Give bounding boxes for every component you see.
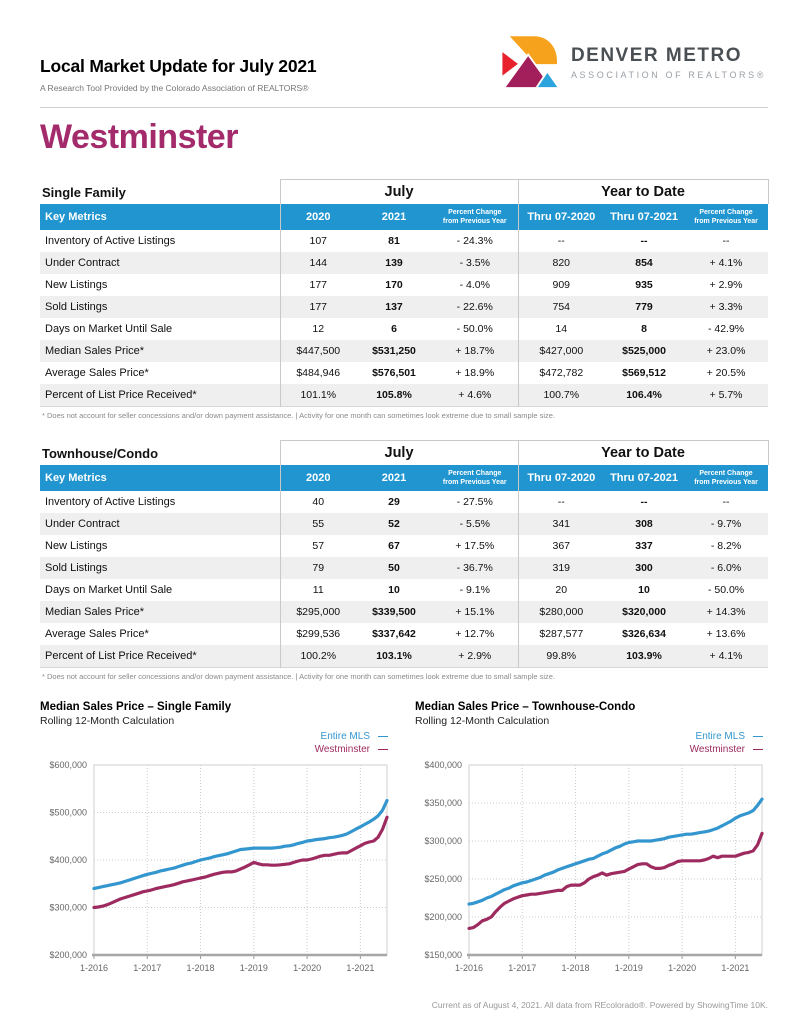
x-axis-tick-label: 1-2017 <box>133 963 162 974</box>
col-header-thru-2021: Thru 07-2021 <box>604 204 684 230</box>
pct-change-line1: Percent Change <box>699 209 753 216</box>
table-row <box>40 645 768 668</box>
table-row <box>40 362 768 384</box>
y-axis-tick-label: $400,000 <box>424 760 462 771</box>
value-july-2020: 12 <box>280 318 356 340</box>
col-header-2020: 2020 <box>280 204 356 230</box>
brand-name: DENVER METRO <box>570 44 743 66</box>
group-header-ytd: Year to Date <box>518 441 768 466</box>
table-row <box>40 601 768 623</box>
group-header-ytd: Year to Date <box>518 180 768 205</box>
metric-label: Inventory of Active Listings <box>45 235 176 248</box>
table-row <box>40 579 768 601</box>
legend-label: Westminster <box>689 744 745 756</box>
value-ytd-2020: $472,782 <box>518 362 604 384</box>
pct-change-line2: from Previous Year <box>694 218 758 226</box>
metric-label: Under Contract <box>45 518 120 531</box>
metric-label: Median Sales Price* <box>45 345 145 358</box>
value-july-2021: 139 <box>385 257 403 270</box>
charts-section <box>40 701 768 1000</box>
metric-label: Sold Listings <box>45 301 108 314</box>
value-ytd-2020: $280,000 <box>518 601 604 623</box>
legend-line-swatch: — <box>378 731 387 743</box>
value-ytd-pct-change: + 13.6% <box>706 628 746 641</box>
value-ytd-pct-change: - 50.0% <box>707 584 745 597</box>
col-header-thru-2020: Thru 07-2020 <box>518 465 604 491</box>
value-ytd-pct-change: -- <box>722 496 730 509</box>
value-july-pct-change: - 3.5% <box>459 257 490 270</box>
value-july-2021: 103.1% <box>376 650 412 663</box>
value-july-2020: 40 <box>280 491 356 513</box>
metrics-tables-section <box>40 179 768 681</box>
legend-line-swatch: — <box>753 744 762 756</box>
table-row <box>40 296 768 318</box>
x-axis-tick-label: 1-2016 <box>454 963 484 974</box>
value-july-pct-change: - 36.7% <box>456 562 493 575</box>
metric-label: Median Sales Price* <box>45 606 145 619</box>
value-july-2020: $447,500 <box>280 340 356 362</box>
value-july-2021: 52 <box>388 518 400 531</box>
value-ytd-pct-change: + 2.9% <box>709 279 743 292</box>
metrics-table-townhouse-condo <box>40 440 769 668</box>
value-ytd-pct-change: + 23.0% <box>706 345 746 358</box>
metric-label: Percent of List Price Received* <box>45 389 197 402</box>
value-july-2020: $299,536 <box>280 623 356 645</box>
brand-tagline: ASSOCIATION OF REALTORS® <box>570 69 766 80</box>
brand-block <box>499 34 766 90</box>
value-july-pct-change: + 12.7% <box>455 628 495 641</box>
col-header-pct-change-july <box>432 204 518 230</box>
col-header-2021: 2021 <box>356 204 432 230</box>
value-july-2020: 79 <box>280 557 356 579</box>
plot-border <box>469 765 762 955</box>
x-axis-tick-label: 1-2019 <box>239 963 268 974</box>
legend-label: Westminster <box>314 744 370 756</box>
metric-label: Average Sales Price* <box>45 367 149 380</box>
value-ytd-2020: 820 <box>518 252 604 274</box>
value-july-2020: 11 <box>280 579 356 601</box>
value-ytd-2020: 99.8% <box>518 645 604 668</box>
y-axis-tick-label: $300,000 <box>49 902 87 913</box>
dmar-logo-icon <box>499 34 561 90</box>
value-ytd-pct-change: - 8.2% <box>710 540 742 553</box>
value-ytd-2021: 106.4% <box>626 389 662 402</box>
value-ytd-pct-change: + 20.5% <box>706 367 746 380</box>
value-july-2020: 144 <box>280 252 356 274</box>
table-group-header-row <box>40 441 768 466</box>
header-divider <box>40 107 768 108</box>
value-ytd-2020: 367 <box>518 535 604 557</box>
legend-item <box>696 731 762 742</box>
value-july-pct-change: - 9.1% <box>459 584 490 597</box>
value-july-2020: 57 <box>280 535 356 557</box>
value-ytd-2020: 319 <box>518 557 604 579</box>
value-ytd-pct-change: + 4.1% <box>709 650 743 663</box>
value-july-2021: 50 <box>388 562 400 575</box>
value-july-2020: 177 <box>280 296 356 318</box>
legend-item <box>315 744 387 755</box>
table-row <box>40 513 768 535</box>
table-footnote: * Does not account for seller concessions and/or down payment assistance. | Activity for one month can sometimes look extreme due to small sample size. <box>42 672 556 682</box>
pct-change-line1: Percent Change <box>699 470 753 478</box>
value-ytd-2020: 909 <box>518 274 604 296</box>
value-ytd-pct-change: + 4.1% <box>709 257 743 270</box>
value-july-2021: $337,642 <box>372 628 416 641</box>
group-header-july: July <box>280 180 518 205</box>
metric-label: Days on Market Until Sale <box>45 584 173 597</box>
footer-note: Current as of August 4, 2021. All data from REcolorado®. Powered by ShowingTime 10K. <box>431 1000 768 1010</box>
metric-label: Percent of List Price Received* <box>45 650 197 663</box>
value-july-pct-change: + 18.9% <box>455 367 495 380</box>
legend-line-swatch: — <box>753 731 762 743</box>
table-row <box>40 340 768 362</box>
table-row <box>40 384 768 407</box>
table-row <box>40 623 768 645</box>
table-row <box>40 230 768 252</box>
value-july-2020: $295,000 <box>280 601 356 623</box>
x-axis-tick-label: 1-2020 <box>293 963 322 974</box>
series-line-entire-mls <box>94 801 387 889</box>
report-subtitle: A Research Tool Provided by the Colorado Association of REALTORS® <box>40 83 309 93</box>
brand-text <box>571 45 766 80</box>
col-header-2020: 2020 <box>280 465 356 491</box>
value-ytd-2021: 935 <box>635 279 653 292</box>
value-july-2020: $484,946 <box>280 362 356 384</box>
value-ytd-2020: $427,000 <box>518 340 604 362</box>
legend-item <box>690 744 762 755</box>
value-july-pct-change: + 15.1% <box>455 606 495 619</box>
x-axis-tick-label: 1-2021 <box>721 963 750 974</box>
metric-label: Average Sales Price* <box>45 628 149 641</box>
value-ytd-pct-change: - 6.0% <box>710 562 742 575</box>
chart-title: Median Sales Price – Single Family <box>40 701 232 714</box>
value-ytd-2020: $287,577 <box>518 623 604 645</box>
value-july-2021: 170 <box>385 279 403 292</box>
chart-card-townhouse-condo <box>415 701 768 1000</box>
value-ytd-2020: 20 <box>518 579 604 601</box>
y-axis-tick-label: $250,000 <box>424 874 462 885</box>
group-header-july: July <box>280 441 518 466</box>
y-axis-tick-label: $200,000 <box>49 950 87 961</box>
value-july-pct-change: + 17.5% <box>455 540 495 553</box>
y-axis-tick-label: $400,000 <box>49 855 87 866</box>
value-ytd-pct-change: + 3.3% <box>709 301 743 314</box>
value-ytd-2021: -- <box>640 235 648 248</box>
value-july-2021: $531,250 <box>372 345 416 358</box>
chart-plot <box>415 757 768 995</box>
value-july-pct-change: + 18.7% <box>455 345 495 358</box>
value-july-pct-change: - 27.5% <box>456 496 493 509</box>
chart-plot <box>40 757 393 995</box>
value-ytd-2020: -- <box>518 491 604 513</box>
value-ytd-pct-change: -- <box>722 235 730 248</box>
value-july-2020: 55 <box>280 513 356 535</box>
table-row <box>40 274 768 296</box>
key-metrics-header-row <box>40 204 768 230</box>
x-axis-tick-label: 1-2016 <box>79 963 109 974</box>
value-ytd-2021: 103.9% <box>626 650 662 663</box>
value-ytd-2021: $326,634 <box>622 628 666 641</box>
value-july-2020: 101.1% <box>280 384 356 407</box>
value-ytd-2021: $569,512 <box>622 367 666 380</box>
series-line-westminster <box>94 818 387 908</box>
y-axis-tick-label: $600,000 <box>49 760 87 771</box>
y-axis-tick-label: $200,000 <box>424 912 462 923</box>
value-ytd-2021: 779 <box>635 301 653 314</box>
value-ytd-2021: 10 <box>638 584 650 597</box>
report-header <box>40 30 768 93</box>
value-ytd-2020: 100.7% <box>518 384 604 407</box>
table-row <box>40 318 768 340</box>
y-axis-tick-label: $350,000 <box>424 798 462 809</box>
table-name: Townhouse/Condo <box>42 445 159 461</box>
value-july-2020: 107 <box>280 230 356 252</box>
key-metrics-header-row <box>40 465 768 491</box>
value-july-pct-change: - 5.5% <box>459 518 490 531</box>
metric-label: Sold Listings <box>45 562 108 575</box>
series-line-entire-mls <box>469 800 762 905</box>
value-july-pct-change: - 24.3% <box>456 235 493 248</box>
x-axis-tick-label: 1-2021 <box>346 963 375 974</box>
metric-label: New Listings <box>45 540 108 553</box>
col-header-pct-change-ytd <box>684 465 768 491</box>
y-axis-tick-label: $300,000 <box>424 836 462 847</box>
chart-subtitle: Rolling 12-Month Calculation <box>40 715 175 728</box>
value-july-pct-change: - 22.6% <box>456 301 493 314</box>
key-metrics-label: Key Metrics <box>40 465 280 491</box>
table-footnote: * Does not account for seller concessions and/or down payment assistance. | Activity for one month can sometimes look extreme due to small sample size. <box>42 411 556 421</box>
x-axis-tick-label: 1-2018 <box>561 963 590 974</box>
value-ytd-2020: 14 <box>518 318 604 340</box>
table-row <box>40 557 768 579</box>
value-july-2020: 100.2% <box>280 645 356 668</box>
value-ytd-2020: 754 <box>518 296 604 318</box>
x-axis-tick-label: 1-2020 <box>668 963 697 974</box>
value-july-pct-change: + 4.6% <box>458 389 492 402</box>
header-titles <box>40 30 316 93</box>
pct-change-line1: Percent Change <box>448 209 502 216</box>
x-axis-tick-label: 1-2017 <box>508 963 537 974</box>
value-july-2021: $576,501 <box>372 367 416 380</box>
report-title: Local Market Update for July 2021 <box>40 56 317 76</box>
value-ytd-2021: 337 <box>635 540 653 553</box>
value-ytd-pct-change: - 42.9% <box>707 323 745 336</box>
metric-label: Inventory of Active Listings <box>45 496 176 509</box>
table-row <box>40 491 768 513</box>
legend-line-swatch: — <box>378 744 387 756</box>
value-july-2021: 105.8% <box>376 389 412 402</box>
page-title: Westminster <box>40 118 238 156</box>
value-ytd-2021: $320,000 <box>622 606 666 619</box>
metrics-table-single-family <box>40 179 769 407</box>
value-july-pct-change: + 2.9% <box>458 650 492 663</box>
col-header-thru-2020: Thru 07-2020 <box>518 204 604 230</box>
value-ytd-2020: -- <box>518 230 604 252</box>
value-ytd-2021: 308 <box>635 518 653 531</box>
metric-label: New Listings <box>45 279 108 292</box>
value-july-2020: 177 <box>280 274 356 296</box>
y-axis-tick-label: $500,000 <box>49 807 87 818</box>
legend-item <box>321 731 387 742</box>
table-group-header-row <box>40 180 768 205</box>
value-ytd-2021: 854 <box>635 257 653 270</box>
x-axis-tick-label: 1-2019 <box>614 963 643 974</box>
chart-card-single-family <box>40 701 393 1000</box>
chart-legend <box>415 731 762 755</box>
value-ytd-pct-change: + 14.3% <box>706 606 746 619</box>
table-row <box>40 535 768 557</box>
col-header-thru-2021: Thru 07-2021 <box>604 465 684 491</box>
legend-label: Entire MLS <box>695 731 745 743</box>
value-july-2021: $339,500 <box>372 606 416 619</box>
value-july-pct-change: - 4.0% <box>459 279 490 292</box>
x-axis-tick-label: 1-2018 <box>186 963 215 974</box>
value-july-pct-change: - 50.0% <box>456 323 493 336</box>
chart-subtitle: Rolling 12-Month Calculation <box>415 715 550 728</box>
value-july-2021: 67 <box>388 540 400 553</box>
metric-label: Under Contract <box>45 257 120 270</box>
value-july-2021: 6 <box>391 323 397 336</box>
value-ytd-2021: $525,000 <box>622 345 666 358</box>
chart-title: Median Sales Price – Townhouse-Condo <box>415 701 636 714</box>
col-header-pct-change-ytd <box>684 204 768 230</box>
value-ytd-pct-change: + 5.7% <box>709 389 743 402</box>
col-header-2021: 2021 <box>356 465 432 491</box>
value-july-2021: 81 <box>388 235 400 248</box>
col-header-pct-change-july <box>432 465 518 491</box>
value-ytd-2021: 8 <box>641 323 647 336</box>
pct-change-line2: from Previous Year <box>442 479 507 487</box>
table-row <box>40 252 768 274</box>
legend-label: Entire MLS <box>320 731 370 743</box>
value-ytd-2021: -- <box>640 496 648 509</box>
pct-change-line2: from Previous Year <box>442 218 507 226</box>
metric-label: Days on Market Until Sale <box>45 323 173 336</box>
value-july-2021: 10 <box>388 584 400 597</box>
value-july-2021: 29 <box>388 496 400 509</box>
value-ytd-2021: 300 <box>635 562 653 575</box>
y-axis-tick-label: $150,000 <box>424 950 462 961</box>
value-july-2021: 137 <box>385 301 403 314</box>
pct-change-line2: from Previous Year <box>694 479 758 487</box>
value-ytd-2020: 341 <box>518 513 604 535</box>
value-ytd-pct-change: - 9.7% <box>710 518 742 531</box>
table-name: Single Family <box>42 184 126 200</box>
chart-legend <box>40 731 387 755</box>
pct-change-line1: Percent Change <box>448 470 502 478</box>
key-metrics-label: Key Metrics <box>40 204 280 230</box>
